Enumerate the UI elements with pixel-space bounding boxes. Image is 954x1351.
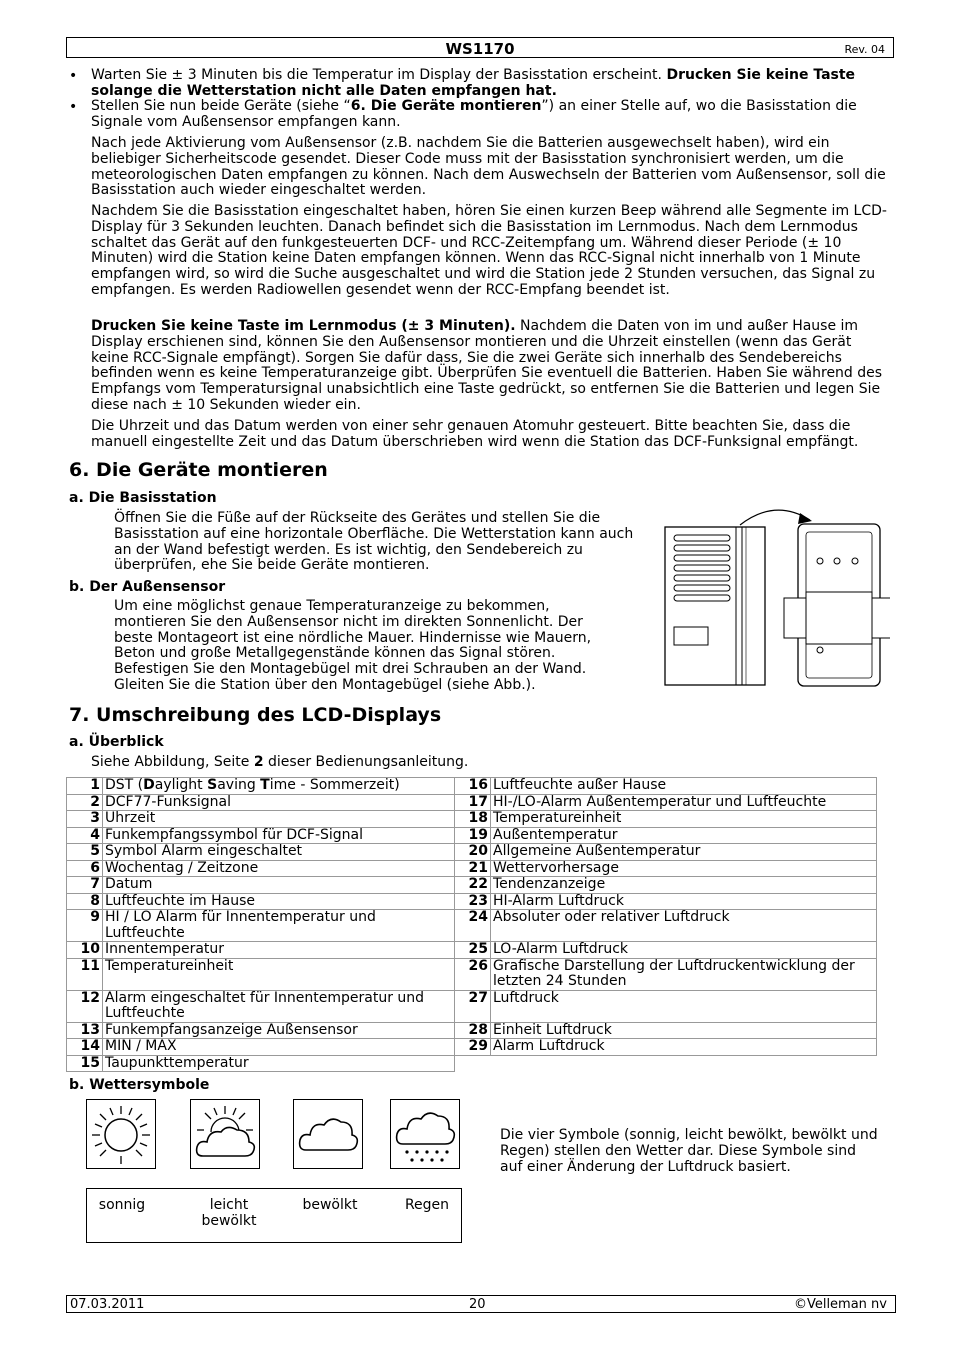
cloud-icon [293, 1099, 363, 1169]
item-description: MIN / MAX [103, 1039, 455, 1056]
item-number: 29 [455, 1039, 491, 1056]
item-description: Luftdruck [491, 990, 877, 1022]
table-row [67, 827, 877, 844]
document-title: WS1170 [445, 40, 515, 58]
item-number: 26 [455, 958, 491, 990]
table-row [67, 778, 877, 795]
item-number: 27 [455, 990, 491, 1022]
item-description: HI-Alarm Luftdruck [491, 893, 877, 910]
item-number: 16 [455, 778, 491, 795]
section-7a-text-pre: Siehe Abbildung, Seite [91, 754, 254, 770]
item-description: LO-Alarm Luftdruck [491, 942, 877, 959]
item-number: 22 [455, 877, 491, 894]
item-number: 14 [67, 1039, 103, 1056]
section-6b-text: Um eine möglichst genaue Temperaturanzeige zu bekommen, montieren Sie den Außensensor nicht im direkten Sonnenlicht. Der beste Montageort ist eine nördliche Mauer. Hindernisse wie Mauern, Beton und große Metallgegenstände können das Signal stören. Befestigen Sie den Montagebügel mit drei Schrauben an der Wand. Gleiten Sie die Station über den Montagebügel (siehe Abb.). [114, 598, 592, 693]
item-number: 6 [67, 860, 103, 877]
paragraph-3-text: Nachdem die Daten von im und außer Hause im Display erschienen sind, können Sie den Außensensor montieren und die Uhrzeit einstellen (wenn das Gerät keine RCC-Signale empfängt). Sorgen Sie dafür dass, Sie die zwei Geräte sich innerhalb des Sendebereichs befinden wenn es keine Temperaturanzeige gibt. Überprüfen Sie eventuell die Batterien. Haben Sie während des Empfangs vom Temperatursignal unabsichtlich eine Taste gedrückt, so entfernen Sie die Batterien und legen Sie diese nach ± 10 Sekunden wieder ein. [91, 318, 883, 413]
item-number: 18 [455, 811, 491, 828]
item-number: 15 [67, 1055, 103, 1072]
paragraph-3-bold: Drucken Sie keine Taste im Lernmodus (± 3 Minuten). [91, 318, 516, 334]
item-number: 24 [455, 910, 491, 942]
table-row [67, 893, 877, 910]
page-number: 20 [469, 1297, 486, 1312]
bullet-1-bold: Drucken Sie keine Taste solange die Wetterstation nicht alle Daten empfangen hat. [91, 67, 856, 99]
item-description: Temperatureinheit [491, 811, 877, 828]
paragraph-1: Nach jede Aktivierung vom Außensensor (z.B. nachdem Sie die Batterien ausgewechselt haben), wird ein beliebiger Sicherheitscode gesendet. Dieser Code muss mit der Basisstation synchronisiert werden, um die meteorologischen Daten empfangen zu können. Nach dem Auswechseln der Batterien vom Außensensor, soll die Basisstation auch wieder eingeschaltet werden. [91, 135, 886, 199]
legend-cloudy: bewölkt [302, 1197, 358, 1213]
table-row [67, 958, 877, 990]
item-description: Außentemperatur [491, 827, 877, 844]
item-number: 19 [455, 827, 491, 844]
legend-partly-cloudy: leicht bewölkt [201, 1197, 257, 1229]
table-row [67, 1055, 877, 1072]
table-row [67, 877, 877, 894]
table-row [67, 910, 877, 942]
item-number: 10 [67, 942, 103, 959]
section-7a-text-post: dieser Bedienungsanleitung. [263, 754, 469, 770]
item-description: Datum [103, 877, 455, 894]
item-description: Temperatureinheit [103, 958, 455, 990]
item-description: Wettervorhersage [491, 860, 877, 877]
mounting-illustration [660, 500, 890, 690]
table-row [67, 860, 877, 877]
bullet-marker: • [69, 68, 78, 84]
item-description: Uhrzeit [103, 811, 455, 828]
sun-icon [86, 1099, 156, 1169]
bullet-2-bold: 6. Die Geräte montieren [350, 98, 542, 114]
footer-date: 07.03.2011 [70, 1297, 145, 1312]
item-description: Einheit Luftdruck [491, 1022, 877, 1039]
bullet-2-text-a: Stellen Sie nun beide Geräte (siehe “ [91, 98, 351, 114]
empty-cell [455, 1055, 877, 1072]
partly-cloudy-icon [190, 1099, 260, 1169]
paragraph-2: Nachdem Sie die Basisstation eingeschaltet haben, hören Sie einen kurzen Beep während alle Segmente im LCD-Display für 3 Sekunden leuchten. Danach befindet sich die Basisstation im Lernmodus. Nach dem Lernmodus schaltet das Gerät auf den funkgesteuerten DCF- und RCC-Zeitempfang um. Während dieser Periode (± 10 Minuten) wird die Station keine Daten empfangen können. Wenn das RCC-Signal nicht innerhalb von 1 Minute empfangen wird, so wird die Suche ausgeschaltet und wird die Station jede 2 Stunden versuchen, das Signal zu empfangen. Es werden Radiowellen gesendet wenn der RCC-Empfang beendet ist. [91, 203, 887, 298]
page-footer [66, 1295, 896, 1313]
item-number: 1 [67, 778, 103, 795]
item-description: HI-/LO-Alarm Außentemperatur und Luftfeuchte [491, 794, 877, 811]
item-description: Funkempfangssymbol für DCF-Signal [103, 827, 455, 844]
table-row [67, 811, 877, 828]
bullet-marker: • [69, 99, 78, 115]
page-header [66, 37, 894, 58]
item-number: 21 [455, 860, 491, 877]
paragraph-3 [91, 319, 889, 414]
item-number: 8 [67, 893, 103, 910]
item-description: Taupunkttemperatur [103, 1055, 455, 1072]
item-number: 13 [67, 1022, 103, 1039]
item-description: Allgemeine Außentemperatur [491, 844, 877, 861]
item-description: DCF77-Funksignal [103, 794, 455, 811]
item-description: Tendenzanzeige [491, 877, 877, 894]
item-number: 12 [67, 990, 103, 1022]
weather-legend [86, 1188, 462, 1243]
bullet-1 [91, 68, 889, 100]
section-7a-text-bold: 2 [253, 754, 264, 770]
item-description: Funkempfangsanzeige Außensensor [103, 1022, 455, 1039]
item-description: HI / LO Alarm für Innentemperatur und Luftfeuchte [103, 910, 455, 942]
legend-rain: Regen [404, 1197, 450, 1213]
item-number: 5 [67, 844, 103, 861]
item-description: Grafische Darstellung der Luftdruckentwicklung der letzten 24 Stunden [491, 958, 877, 990]
item-number: 2 [67, 794, 103, 811]
section-6a-heading: a. Die Basisstation [69, 490, 217, 506]
table-row [67, 1039, 877, 1056]
section-7b-text: Die vier Symbole (sonnig, leicht bewölkt, bewölkt und Regen) stellen den Wetter dar. Diese Symbole sind auf einer Änderung der Luftdruck basiert. [500, 1127, 878, 1175]
legend-sunny: sonnig [98, 1197, 146, 1213]
bullet-2-text-c: ”) an einer Stelle auf, wo die Basisstation die Signale vom Außensensor empfangen kann. [91, 98, 857, 130]
revision-label: Rev. 04 [844, 43, 885, 56]
section-7a-heading: a. Überblick [69, 734, 164, 750]
item-number: 23 [455, 893, 491, 910]
table-row [67, 942, 877, 959]
section-7a-text [91, 755, 468, 771]
rain-icon [390, 1099, 460, 1169]
item-description: Symbol Alarm eingeschaltet [103, 844, 455, 861]
section-7-heading: 7. Umschreibung des LCD-Displays [69, 704, 442, 726]
section-6a-text: Öffnen Sie die Füße auf der Rückseite des Gerätes und stellen Sie die Basisstation auf eine horizontale Oberfläche. Die Wetterstation kann auch an der Wand befestigt werden. Es ist wichtig, den Sendebereich zu überprüfen, ehe Sie beide Geräte montieren. [114, 510, 634, 574]
section-6-heading: 6. Die Geräte montieren [69, 459, 328, 481]
table-row [67, 1022, 877, 1039]
item-description: Luftfeuchte außer Hause [491, 778, 877, 795]
bullet-2 [91, 99, 889, 131]
bullet-1-text: Warten Sie ± 3 Minuten bis die Temperatur im Display der Basisstation erscheint. [91, 67, 667, 83]
item-description: Innentemperatur [103, 942, 455, 959]
section-7b-heading: b. Wettersymbole [69, 1077, 210, 1093]
item-number: 11 [67, 958, 103, 990]
item-number: 4 [67, 827, 103, 844]
item-description: Absoluter oder relativer Luftdruck [491, 910, 877, 942]
item-number: 3 [67, 811, 103, 828]
item-number: 9 [67, 910, 103, 942]
section-6b-heading: b. Der Außensensor [69, 579, 226, 595]
item-description: Luftfeuchte im Hause [103, 893, 455, 910]
table-row [67, 990, 877, 1022]
item-description: Alarm eingeschaltet für Innentemperatur und Luftfeuchte [103, 990, 455, 1022]
paragraph-4: Die Uhrzeit und das Datum werden von einer sehr genauen Atomuhr gesteuert. Bitte beachten Sie, dass die manuell eingestellte Zeit und das Datum überschrieben wird wenn die Station das DCF-Funksignal empfängt. [91, 418, 859, 450]
item-description: Alarm Luftdruck [491, 1039, 877, 1056]
item-number: 17 [455, 794, 491, 811]
table-row [67, 794, 877, 811]
item-number: 25 [455, 942, 491, 959]
lcd-description-table [66, 777, 877, 1072]
footer-copyright: ©Velleman nv [793, 1297, 887, 1312]
item-number: 7 [67, 877, 103, 894]
item-number: 20 [455, 844, 491, 861]
item-description: DST (Daylight Saving Time - Sommerzeit) [103, 778, 455, 795]
table-row [67, 844, 877, 861]
item-description: Wochentag / Zeitzone [103, 860, 455, 877]
item-number: 28 [455, 1022, 491, 1039]
